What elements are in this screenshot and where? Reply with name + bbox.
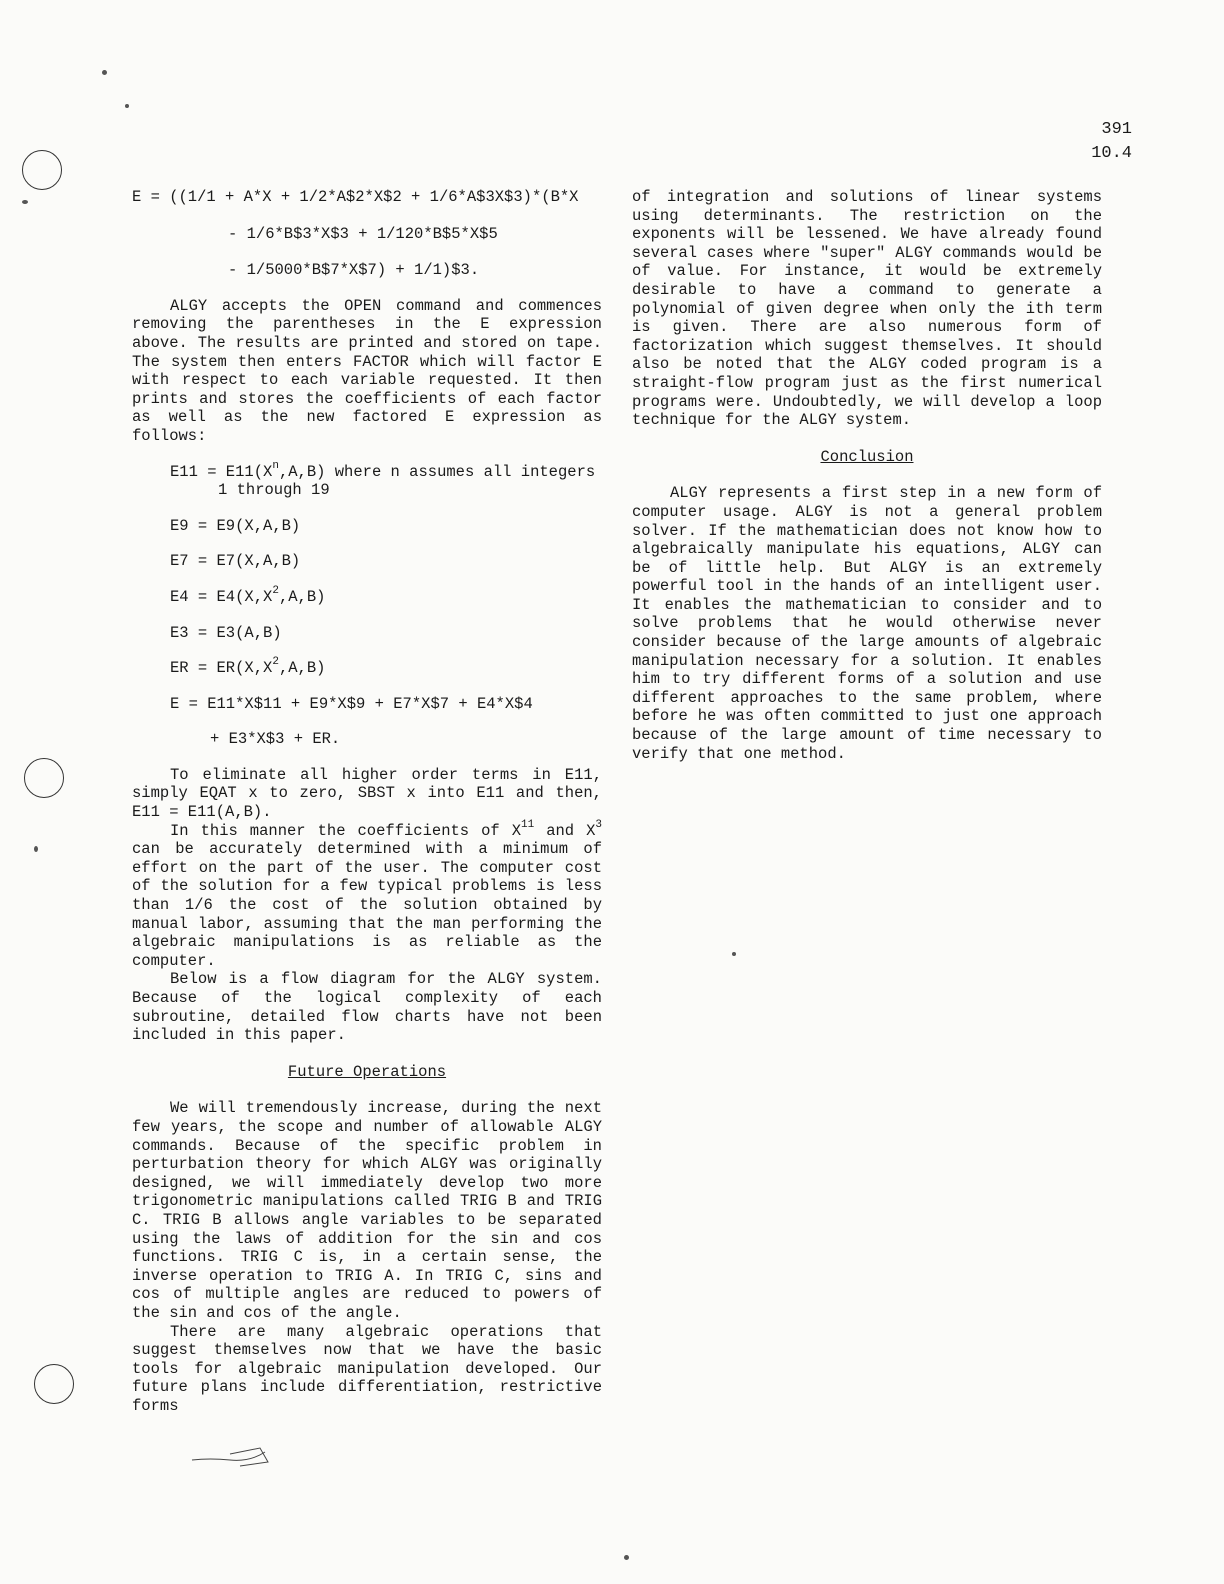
binder-hole-bottom (34, 1364, 74, 1404)
equation-line-1: E = ((1/1 + A*X + 1/2*A$2*X$2 + 1/6*A$3X$3)*(B*X (132, 188, 579, 206)
paragraph-future-1: We will tremendously increase, during the next few years, the scope and number of allowable ALGY commands. Because of the specific problem in perturbation theory for which ALGY was originally designed, we will immediately develop two more trigonometric manipulations called TRIG B and TRIG C. TRIG B allows angle variables to be separated using the laws of addition for the sin and cos functions. TRIG C is, in a certain sense, the inverse operation to TRIG A. In TRIG C, sins and cos of multiple angles are reduced to powers of the sin and cos of the angle. (132, 1099, 602, 1322)
paragraph-manner: In this manner the coefficients of $X^{11}$ and $X^3$ can be accurately determined with a minimum of effort on the part of the user. The computer cost of the solution for a few typical problems is less than 1/6 the cost of the solution obtained by manual labor, assuming that the man performing the algebraic manipulations is as reliable as the computer. (132, 818, 603, 970)
left-column (132, 188, 602, 1415)
right-column (632, 188, 1102, 763)
scan-speck (22, 200, 28, 204)
factor-e4: $E4 = E4(X,X^2,A,B)$ (170, 584, 326, 606)
scan-speck (102, 70, 107, 75)
scan-speck (732, 952, 736, 956)
equation-line-2: - 1/6*B$3*X$3 + 1/120*B$5*X$5 (228, 224, 498, 243)
scan-speck (624, 1555, 629, 1560)
page-number: 391 (1101, 120, 1132, 139)
page-number-block (1091, 118, 1132, 166)
paragraph-future-2: There are many algebraic operations that suggest themselves now that we have the basic tools for algebraic manipulation developed. Our future plans include differentiation, restrictive forms (132, 1322, 602, 1415)
heading-future-operations: Future Operations (287, 1062, 447, 1081)
binder-hole-top (22, 150, 62, 190)
paragraph-conclusion: ALGY represents a first step in a new form of computer usage. ALGY is not a general problem solver. If the mathematician does not know how to algebraically manipulate his equations, ALGY can be of little help. But ALGY is an extremely powerful tool in the hands of an intelligent user. It enables the mathematician to consider and to solve problems that he would otherwise never consider because of the large amounts of algebraic manipulation necessary for a solution. It enables him to try different forms of a solution and use different approaches to the same problem, where before he was often committed to just one approach because of the large amount of time necessary to verify that one method. (632, 484, 1102, 763)
section-number: 10.4 (1091, 144, 1132, 163)
factor-er: ER = $ER(X,X^2,A,B)$ (170, 656, 326, 678)
factored-expression-list (170, 459, 602, 749)
scan-speck (34, 846, 38, 852)
factor-e9: E9 = E9(X,A,B) (170, 516, 301, 535)
heading-conclusion: Conclusion (820, 447, 914, 466)
factored-sum-line-2: + E3*X$3 + ER. (210, 730, 341, 749)
factor-e11: $E11 = E11(X^n,A,B)$ where n assumes all integers 1 through 19 (170, 459, 596, 500)
paragraph-flow-diagram: Below is a flow diagram for the ALGY system. Because of the logical complexity of each subroutine, detailed flow charts have not been included in this paper. (132, 970, 602, 1045)
paragraph-integration: of integration and solutions of linear systems using determinants. The restriction on the exponents will be lessened. We have already found several cases where "super" ALGY commands would be of value. For instance, it would be extremely desirable to have a command to generate a polynomial of given degree when only the ith term is given. There are also numerous form of factorization which suggest themselves. It should also be noted that the ALGY coded program is a straight-flow program just as the first numerical programs were. Undoubtedly, we will develop a loop technique for the ALGY system. (632, 188, 1102, 430)
paragraph-eliminate: To eliminate all higher order terms in E11, simply EQAT x to zero, SBST x into E11 and then, E11 = E11(A,B). (132, 765, 602, 822)
factor-e3: E3 = E3(A,B) (170, 623, 282, 642)
factored-sum-line-1: E = E11*X$11 + E9*X$9 + E7*X$7 + E4*X$4 (170, 694, 533, 713)
scan-scribble (190, 1440, 280, 1470)
binder-hole-middle (24, 758, 64, 798)
factor-e7: E7 = E7(X,A,B) (170, 552, 301, 571)
scan-speck (125, 104, 129, 108)
paragraph-open-command: ALGY accepts the OPEN command and commences removing the parentheses in the E expression above. The results are printed and stored on tape. The system then enters FACTOR which will factor E with respect to each variable requested. It then prints and stores the coefficients of each factor as well as the new factored E expression as follows: (132, 296, 602, 445)
equation-line-3: - 1/5000*B$7*X$7) + 1/1)$3. (228, 261, 480, 280)
